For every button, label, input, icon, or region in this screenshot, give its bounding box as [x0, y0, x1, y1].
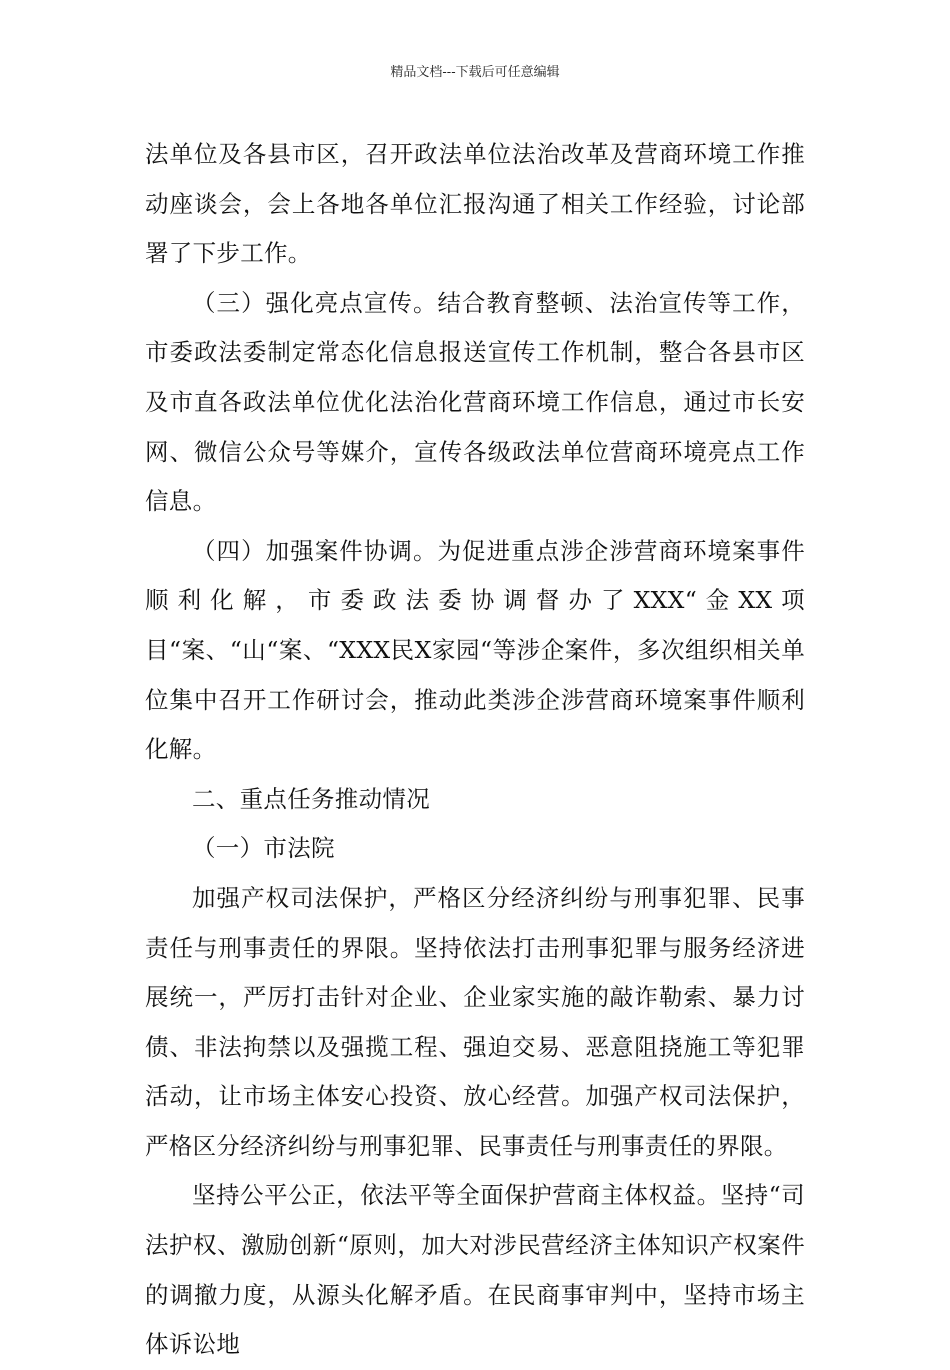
paragraph-property-rights: 加强产权司法保护，严格区分经济纠纷与刑事犯罪、民事责任与刑事责任的界限。坚持依法打击刑事犯罪与服务经济进展统一，严厉打击针对企业、企业家实施的敲诈勒索、暴力讨债、非法拘禁以及强揽工程、强迫交易、恶意阻挠施工等犯罪活动，让市场主体安心投资、放心经营。加强产权司法保护，严格区分经济纠纷与刑事犯罪、民事责任与刑事责任的界限。	[145, 883, 805, 1160]
section-heading: 二、重点任务推动情况	[192, 784, 430, 813]
document-body	[145, 130, 805, 1370]
paragraph-continued: 法单位及各县市区，召开政法单位法治改革及营商环境工作推动座谈会，会上各地各单位汇报沟通了相关工作经验，讨论部署了下步工作。	[145, 140, 805, 268]
page-header: 精品文档---下载后可任意编辑	[390, 65, 560, 80]
subsection-heading: （一）市法院	[192, 834, 335, 863]
paragraph-promotion: （三）强化亮点宣传。结合教育整顿、法治宣传等工作，市委政法委制定常态化信息报送宣传工作机制，整合各县市区及市直各政法单位优化法治化营商环境工作信息，通过市长安网、微信公众号等媒介，宣传各级政法单位营商环境亮点工作信息。	[145, 288, 805, 516]
paragraph-fairness: 坚持公平公正，依法平等全面保护营商主体权益。坚持“司法护权、激励创新“原则，加大对涉民营经济主体知识产权案件的调撤力度，从源头化解矛盾。在民商事审判中，坚持市场主体诉讼地	[145, 1181, 805, 1359]
paragraph-case-coordination: （四）加强案件协调。为促进重点涉企涉营商环境案事件顺利化解，市委政法委协调督办了XXX“金XX项目“案、“山“案、“XXX民X家园“等涉企案件，多次组织相关单位集中召开工作研讨会，推动此类涉企涉营商环境案事件顺利化解。	[145, 536, 805, 764]
